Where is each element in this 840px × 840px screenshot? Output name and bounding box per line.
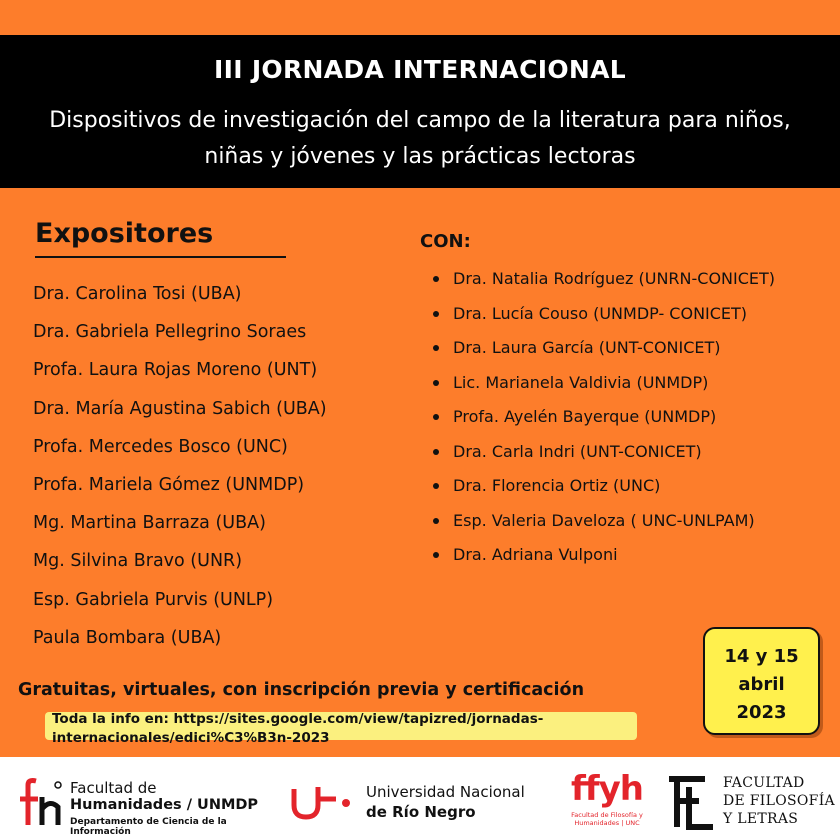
expositores-heading: Expositores [35,218,214,249]
expositor-item: Profa. Mercedes Bosco (UNC) [33,436,288,457]
expositor-item: Dra. María Agustina Sabich (UBA) [33,398,327,419]
fh-mark-icon [14,777,64,827]
ffyl-line3: Y LETRAS [723,811,799,827]
ffyh-caption: Facultad de Filosofía y Humanidades | UNC [571,811,643,827]
expositor-item: Profa. Mariela Gómez (UNMDP) [33,474,305,495]
event-title: III JORNADA INTERNACIONAL [214,55,626,84]
fh-line2: Humanidades / UNMDP [70,797,259,813]
con-item: Dra. Carla Indri (UNT-CONICET) [433,437,793,467]
ffyl-logo [665,773,840,837]
expositor-item: Profa. Laura Rojas Moreno (UNT) [33,360,318,381]
ffyl-line1: FACULTAD [723,775,805,791]
con-item: Dra. Laura García (UNT-CONICET) [433,333,793,363]
header-banner [0,35,840,188]
ffyh-wordmark: ffyh [571,769,643,809]
unrn-line2: de Río Negro [366,803,476,821]
event-subtitle-line1: Dispositivos de investigación del campo de la literatura para niños, [49,108,791,133]
fh-line1: Facultad de [70,779,157,797]
expositor-item: Mg. Silvina Bravo (UNR) [33,551,243,572]
fh-line3: Departamento de Ciencia de la Información [70,817,227,837]
unrn-mark-icon [290,783,356,823]
event-subtitle [20,103,820,175]
expositor-item: Esp. Gabriela Purvis (UNLP) [33,589,274,610]
expositor-item: Paula Bombara (UBA) [33,627,222,648]
ffyl-mark-icon [665,773,717,833]
date-year: 2023 [736,702,787,723]
expositor-item: Dra. Gabriela Pellegrino Soraes [33,322,307,343]
con-item: Dra. Adriana Vulponi [433,540,793,570]
con-list [433,264,793,575]
con-item: Profa. Ayelén Bayerque (UNMDP) [433,402,793,432]
expositores-list [33,280,327,662]
expositor-item: Dra. Carolina Tosi (UBA) [33,284,242,304]
ffyl-line2: DE FILOSOFÍA [723,793,835,809]
info-link[interactable]: Toda la info en: https://sites.google.com/view/tapizred/jornadas-internacionales/edici%C3%B3n-2023 [52,711,544,746]
date-box [703,627,820,735]
free-virtual-text: Gratuitas, virtuales, con inscripción previa y certificación [18,680,585,700]
event-subtitle-line2: niñas y jóvenes y las prácticas lectoras [204,144,636,169]
footer-logos [0,757,840,840]
unrn-line1: Universidad Nacional [366,783,525,801]
ffyh-logo [562,767,652,837]
unrn-logo [290,779,550,829]
con-heading: CON: [420,231,471,252]
date-days: 14 y 15 [724,646,799,667]
con-item: Dra. Florencia Ortiz (UNC) [433,471,793,501]
con-item: Dra. Natalia Rodríguez (UNRN-CONICET) [433,264,793,294]
expositores-underline [35,256,286,258]
con-item: Esp. Valeria Daveloza ( UNC-UNLPAM) [433,506,793,536]
date-month: abril [738,674,785,695]
con-item: Dra. Lucía Couso (UNMDP- CONICET) [433,299,793,329]
fh-unmdp-logo [14,777,284,837]
con-item: Lic. Marianela Valdivia (UNMDP) [433,368,793,398]
expositor-item: Mg. Martina Barraza (UBA) [33,513,266,534]
